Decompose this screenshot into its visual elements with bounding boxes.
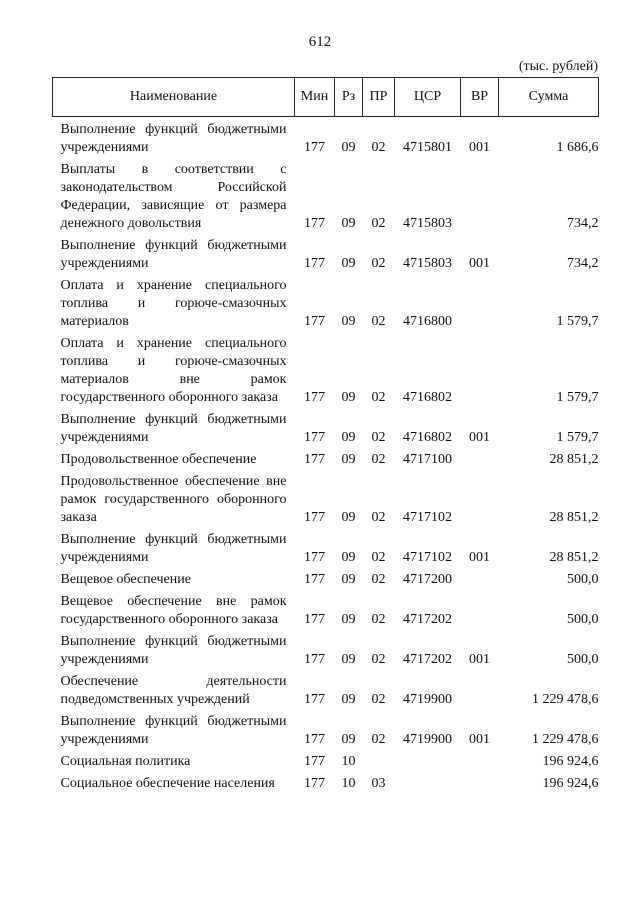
cell-vr — [461, 771, 499, 793]
cell-pr: 02 — [371, 510, 386, 525]
table-row — [53, 669, 599, 709]
table-row — [53, 709, 599, 749]
cell-vr: 001 — [469, 256, 490, 271]
cell-vr: 001 — [469, 732, 490, 747]
cell-rz: 09 — [341, 390, 356, 405]
cell-rz: 10 — [341, 754, 356, 769]
cell-csr: 4717102 — [403, 550, 452, 565]
cell-min: 177 — [304, 754, 325, 769]
table-row — [53, 233, 599, 273]
cell-sum: 1 579,7 — [556, 430, 599, 445]
cell-pr — [363, 749, 395, 771]
table-row — [53, 749, 599, 771]
cell-name: Выполнение функций бюджетными учреждениями — [60, 412, 287, 445]
cell-sum: 1 229 478,6 — [532, 692, 599, 707]
cell-sum: 196 924,6 — [542, 776, 599, 791]
header-pr: ПР — [363, 78, 395, 117]
cell-min: 177 — [304, 216, 325, 231]
table-row — [53, 567, 599, 589]
cell-pr: 03 — [371, 776, 386, 791]
cell-name: Вещевое обеспечение вне рамок государственного оборонного заказа — [60, 594, 287, 627]
cell-sum: 734,2 — [567, 256, 599, 271]
cell-vr: 001 — [469, 140, 490, 155]
cell-min: 177 — [304, 732, 325, 747]
cell-csr: 4719900 — [403, 732, 452, 747]
table-body — [53, 117, 599, 794]
cell-pr: 02 — [371, 692, 386, 707]
cell-name: Продовольственное обеспечение вне рамок государственного оборонного заказа — [60, 474, 287, 525]
cell-min: 177 — [304, 550, 325, 565]
cell-min: 177 — [304, 572, 325, 587]
cell-min: 177 — [304, 256, 325, 271]
budget-table — [52, 77, 599, 793]
cell-rz: 09 — [341, 256, 356, 271]
cell-sum: 196 924,6 — [542, 754, 599, 769]
cell-csr: 4716802 — [403, 390, 452, 405]
cell-vr: 001 — [469, 652, 490, 667]
cell-vr — [461, 567, 499, 589]
cell-vr — [461, 469, 499, 527]
table-row — [53, 447, 599, 469]
table-header-row — [53, 78, 599, 117]
cell-csr — [395, 749, 461, 771]
table-row — [53, 527, 599, 567]
cell-min: 177 — [304, 390, 325, 405]
header-vr: ВР — [461, 78, 499, 117]
cell-vr — [461, 669, 499, 709]
cell-vr — [461, 157, 499, 233]
cell-min: 177 — [304, 314, 325, 329]
cell-name: Выполнение функций бюджетными учреждениями — [60, 122, 287, 155]
cell-min: 177 — [304, 692, 325, 707]
cell-sum: 28 851,2 — [549, 510, 599, 525]
cell-csr: 4719900 — [403, 692, 452, 707]
table-row — [53, 771, 599, 793]
table-row — [53, 157, 599, 233]
table-row — [53, 407, 599, 447]
cell-min: 177 — [304, 452, 325, 467]
cell-sum: 1 579,7 — [556, 314, 599, 329]
page-number: 612 — [308, 34, 332, 50]
cell-min: 177 — [304, 612, 325, 627]
cell-rz: 09 — [341, 510, 356, 525]
cell-pr: 02 — [371, 612, 386, 627]
cell-min: 177 — [304, 430, 325, 445]
cell-rz: 09 — [341, 314, 356, 329]
cell-rz: 09 — [341, 692, 356, 707]
cell-vr — [461, 273, 499, 331]
cell-name: Обеспечение деятельности подведомственных учреждений — [60, 674, 287, 707]
cell-pr: 02 — [371, 550, 386, 565]
cell-pr: 02 — [371, 572, 386, 587]
units-label: (тыс. рублей) — [518, 59, 598, 74]
table-row — [53, 117, 599, 158]
header-rz: Рз — [335, 78, 363, 117]
cell-csr: 4716800 — [403, 314, 452, 329]
cell-rz: 09 — [341, 550, 356, 565]
cell-csr: 4717100 — [403, 452, 452, 467]
cell-sum: 500,0 — [567, 572, 599, 587]
cell-name: Продовольственное обеспечение — [60, 452, 257, 467]
header-name: Наименование — [53, 78, 295, 117]
header-sum: Сумма — [499, 78, 599, 117]
cell-csr: 4717202 — [403, 652, 452, 667]
cell-rz: 09 — [341, 732, 356, 747]
cell-vr — [461, 749, 499, 771]
cell-csr: 4715803 — [403, 216, 452, 231]
cell-name: Вещевое обеспечение — [60, 572, 191, 587]
cell-csr: 4717102 — [403, 510, 452, 525]
cell-csr: 4717202 — [403, 612, 452, 627]
cell-sum: 1 579,7 — [556, 390, 599, 405]
cell-name: Выполнение функций бюджетными учреждениями — [60, 714, 287, 747]
cell-name: Выполнение функций бюджетными учреждениями — [60, 532, 287, 565]
cell-pr: 02 — [371, 652, 386, 667]
cell-csr: 4715801 — [403, 140, 452, 155]
cell-name: Выплаты в соответствии с законодательством Российской Федерации, зависящие от размера денежного довольствия — [60, 162, 287, 231]
cell-pr: 02 — [371, 216, 386, 231]
cell-min: 177 — [304, 652, 325, 667]
cell-min: 177 — [304, 140, 325, 155]
cell-sum: 1 229 478,6 — [532, 732, 599, 747]
cell-name: Выполнение функций бюджетными учреждениями — [60, 634, 287, 667]
cell-csr: 4716802 — [403, 430, 452, 445]
cell-sum: 500,0 — [567, 612, 599, 627]
cell-vr: 001 — [469, 430, 490, 445]
cell-name: Оплата и хранение специального топлива и горюче-смазочных материалов — [60, 278, 287, 329]
cell-min: 177 — [304, 776, 325, 791]
cell-min: 177 — [304, 510, 325, 525]
cell-rz: 09 — [341, 652, 356, 667]
cell-rz: 09 — [341, 430, 356, 445]
cell-rz: 09 — [341, 452, 356, 467]
table-row — [53, 273, 599, 331]
table-row — [53, 589, 599, 629]
cell-pr: 02 — [371, 390, 386, 405]
cell-vr — [461, 331, 499, 407]
cell-sum: 28 851,2 — [549, 550, 599, 565]
cell-rz: 09 — [341, 140, 356, 155]
cell-csr: 4715803 — [403, 256, 452, 271]
cell-vr — [461, 589, 499, 629]
cell-rz: 09 — [341, 216, 356, 231]
cell-pr: 02 — [371, 430, 386, 445]
cell-rz: 10 — [341, 776, 356, 791]
cell-sum: 28 851,2 — [549, 452, 599, 467]
cell-vr: 001 — [469, 550, 490, 565]
table-row — [53, 629, 599, 669]
cell-sum: 500,0 — [567, 652, 599, 667]
cell-sum: 1 686,6 — [556, 140, 599, 155]
cell-rz: 09 — [341, 572, 356, 587]
header-min: Мин — [295, 78, 335, 117]
cell-pr: 02 — [371, 256, 386, 271]
cell-pr: 02 — [371, 732, 386, 747]
cell-csr — [395, 771, 461, 793]
table-row — [53, 331, 599, 407]
cell-pr: 02 — [371, 452, 386, 467]
cell-csr: 4717200 — [403, 572, 452, 587]
cell-pr: 02 — [371, 140, 386, 155]
cell-rz: 09 — [341, 612, 356, 627]
cell-name: Социальная политика — [60, 754, 191, 769]
cell-name: Оплата и хранение специального топлива и горюче-смазочных материалов вне рамок государственного оборонного заказа — [60, 336, 287, 405]
cell-pr: 02 — [371, 314, 386, 329]
header-csr: ЦСР — [395, 78, 461, 117]
table-row — [53, 469, 599, 527]
cell-sum: 734,2 — [567, 216, 599, 231]
cell-vr — [461, 447, 499, 469]
cell-name: Социальное обеспечение населения — [60, 776, 275, 791]
cell-name: Выполнение функций бюджетными учреждениями — [60, 238, 287, 271]
